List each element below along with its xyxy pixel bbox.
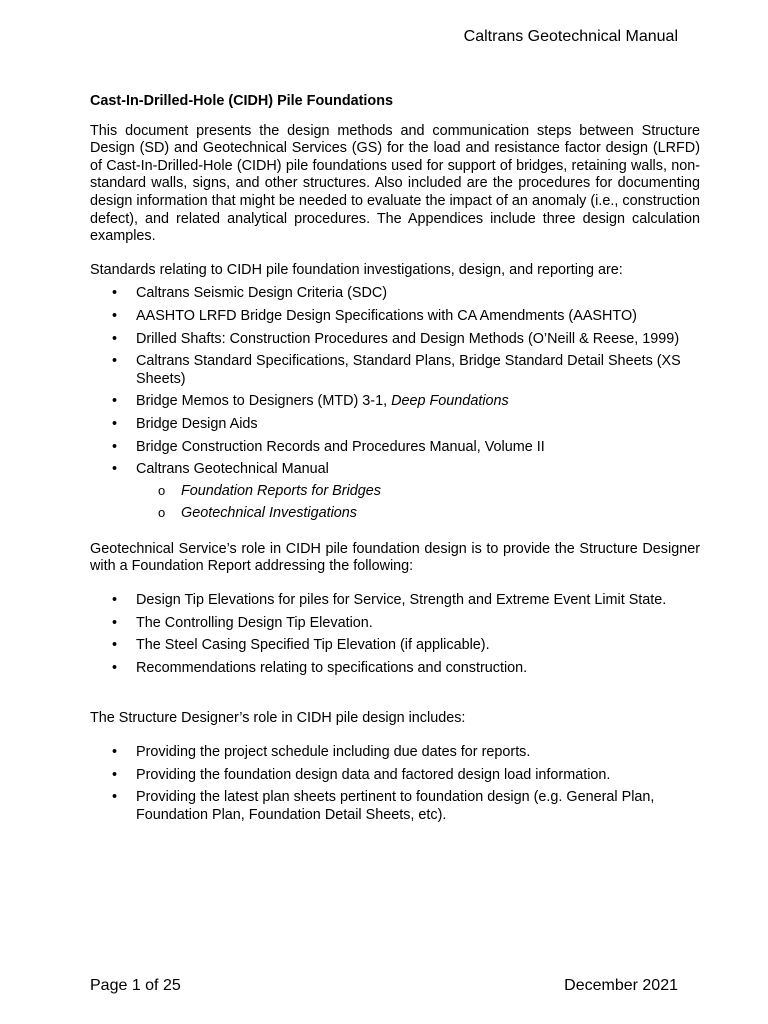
manual-label: Caltrans Geotechnical Manual — [136, 461, 329, 478]
list-item — [90, 393, 700, 411]
section-heading: Cast-In-Drilled-Hole (CIDH) Pile Foundations — [90, 93, 394, 109]
sub-list-item: o Foundation Reports for Bridges — [90, 483, 700, 501]
manual-sublist — [136, 483, 700, 523]
list-item: • Caltrans Seismic Design Criteria (SDC) — [90, 285, 700, 303]
list-item: • Bridge Construction Records and Procedures Manual, Volume II — [90, 439, 700, 457]
page-number: Page 1 of 25 — [90, 977, 181, 994]
list-item: • Providing the latest plan sheets pertinent to foundation design (e.g. General Plan, Foundation Plan, Foundation Detail Sheets, etc). — [90, 789, 700, 824]
list-item: • The Controlling Design Tip Elevation. — [90, 615, 700, 633]
standards-intro: Standards relating to CIDH pile foundation investigations, design, and reporting are: — [90, 261, 623, 278]
list-item — [90, 461, 700, 523]
gs-role-list — [90, 592, 700, 677]
sd-role-intro: The Structure Designer’s role in CIDH pile design includes: — [90, 710, 466, 727]
list-item: • AASHTO LRFD Bridge Design Specifications with CA Amendments (AASHTO) — [90, 308, 700, 326]
page-footer — [90, 977, 678, 995]
list-item: • Bridge Design Aids — [90, 416, 700, 434]
mtd-italic: Deep Foundations — [391, 393, 509, 410]
gs-role-intro: Geotechnical Service’s role in CIDH pile foundation design is to provide the Structure Designer with a Foundation Report addressing the following: — [90, 540, 700, 575]
list-item: • Providing the foundation design data and factored design load information. — [90, 767, 700, 785]
list-item: • Recommendations relating to specifications and construction. — [90, 660, 700, 678]
sub-list-item: o Geotechnical Investigations — [90, 505, 700, 523]
footer-date: December 2021 — [564, 977, 678, 994]
standards-list — [90, 285, 700, 523]
document-body — [90, 93, 700, 829]
list-item: • Drilled Shafts: Construction Procedures and Design Methods (O’Neill & Reese, 1999) — [90, 331, 700, 349]
intro-paragraph: This document presents the design methods and communication steps between Structure Design (SD) and Geotechnical Services (GS) for the load and resistance factor design (LRFD) of Cast-In-Drilled-Hole (CIDH) pile foundations used for support of bridges, retaining walls, non-standard walls, signs, and other structures. Also included are the procedures for documenting design information that might be needed to evaluate the impact of an anomaly (i.e., construction defect), and related analytical procedures. The Appendices include three design calculation examples. — [90, 122, 700, 245]
list-item: • The Steel Casing Specified Tip Elevation (if applicable). — [90, 637, 700, 655]
mtd-text: Bridge Memos to Designers (MTD) 3-1, — [136, 393, 392, 410]
list-item: • Providing the project schedule including due dates for reports. — [90, 744, 700, 762]
sd-role-list — [90, 744, 700, 824]
page-header: Caltrans Geotechnical Manual — [463, 28, 678, 45]
list-item: • Caltrans Standard Specifications, Standard Plans, Bridge Standard Detail Sheets (XS Sheets) — [90, 353, 700, 388]
list-item: • Design Tip Elevations for piles for Service, Strength and Extreme Event Limit State. — [90, 592, 700, 610]
